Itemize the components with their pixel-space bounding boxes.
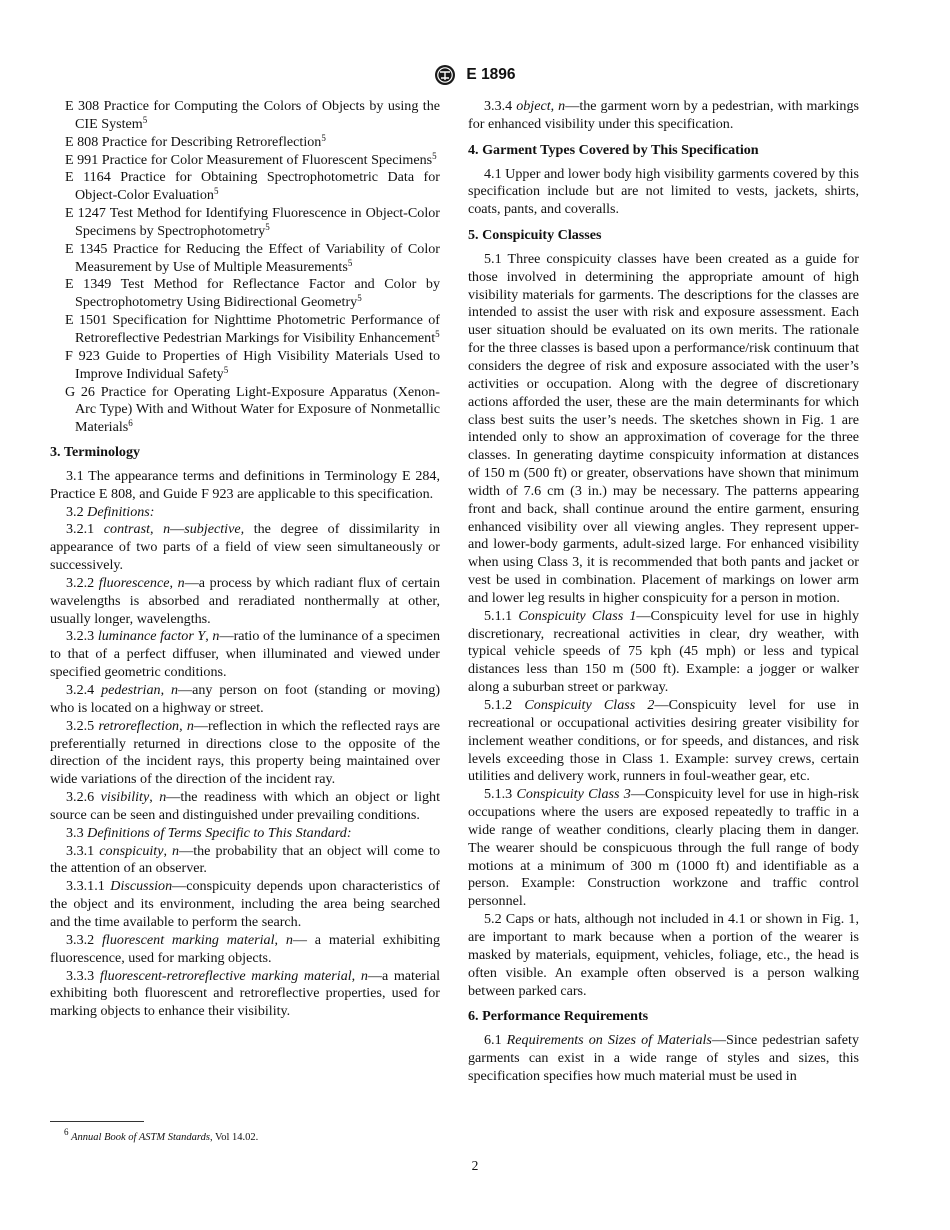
paragraph-5-1-2: 5.1.2 Conspicuity Class 2—Conspicuity level for use in recreational or occupational activities desiring greater visibility for inclement weather conditions, or for speeds, and distances, and risk levels exceeding those in Class 1. Example: survey crews, certain utilities and delivery work, runners in foul-weather gear, etc. bbox=[468, 697, 859, 785]
reference-item: E 808 Practice for Describing Retroreflection$^5$ bbox=[65, 132, 326, 150]
astm-logo-icon bbox=[434, 64, 456, 86]
paragraph-4-1: 4.1 Upper and lower body high visibility garments covered by this specification include but are not limited to vests, jackets, shirts, coats, pants, and coveralls. bbox=[468, 165, 859, 218]
right-column bbox=[468, 98, 859, 1086]
section-heading-conspicuity-classes: 5. Conspicuity Classes bbox=[468, 227, 602, 244]
definition-contrast: 3.2.1 contrast, n—subjective, the degree of dissimilarity in appearance of two parts of a field of view seen simultaneously or successively. bbox=[50, 521, 441, 574]
footnote-divider bbox=[50, 1121, 144, 1122]
paragraph-5-1: 5.1 Three conspicuity classes have been created as a guide for those involved in determining the appropriate amount of high visibility materials for garments. The descriptions for the classes are intended to assist the user with risk and exposure assessment. Each user situation should be evaluated on its own merits. The rationale for the three classes is based upon a performance/risk continuum that considers the degree of risk and exposure associated with the user’s activities or occupation. Along with the degree of discretionary actions afforded the user, these are the main determinants for which class best suits the user’s needs. The sketches shown in Fig. 1 are intended only to show an approximation of coverage for the three classes. In generating daytime conspicuity information at distances of 150 m (500 ft) or greater, observations have shown that minimum width of 7.6 cm (3 in.) may be necessary. The patterns appearing front and back, shall continue around the entire garment, ensuring enhanced visibility over all viewing angles. They represent upper-and lower-body garments, adult-sized large. For enhanced visibility when using Class 3, it is recommended that both pants and jacket or vest be used in combination. Placement of markings on lower arm and lower leg results in higher conspicuity for a person in motion. bbox=[468, 250, 859, 606]
paragraph-5-2: 5.2 Caps or hats, although not included in 4.1 or shown in Fig. 1, are important to mark because when a portion of the wearer is masked by materials, equipment, vehicles, foliage, etc., the head is often visible. An example often observed is a person walking between parked cars. bbox=[468, 911, 859, 999]
designation: E 1896 bbox=[466, 66, 516, 83]
reference-item: E 1345 Practice for Reducing the Effect of Variability of Color Measurement by Use of Multiple Measurements$^5$ bbox=[65, 240, 440, 275]
definition-fluorescent-marking-material: 3.3.2 fluorescent marking material, n— a material exhibiting fluorescence, used for marking objects. bbox=[50, 931, 440, 966]
left-column bbox=[50, 98, 440, 1021]
definition-retroreflection: 3.2.5 retroreflection, n—reflection in which the reflected rays are preferentially returned in directions close to the opposite of the direction of the incident rays, this property being maintained over wide variations of the direction of the incident ray. bbox=[50, 717, 441, 788]
section-heading-garment-types: 4. Garment Types Covered by This Specification bbox=[468, 141, 759, 158]
reference-item: E 991 Practice for Color Measurement of Fluorescent Specimens$^5$ bbox=[65, 150, 437, 168]
page-number: 2 bbox=[471, 1158, 479, 1173]
definition-fluorescence: 3.2.2 fluorescence, n—a process by which radiant flux of certain wavelengths is absorbed and reradiated nonthermally at other, usually longer, wavelengths. bbox=[50, 574, 440, 627]
definition-conspicuity: 3.3.1 conspicuity, n—the probability that an object will come to the attention of an observer. bbox=[50, 842, 440, 877]
definition-luminance-factor: 3.2.3 luminance factor Y, n—ratio of the luminance of a specimen to that of a perfect diffuser, when illuminated and viewed under specified geometric conditions. bbox=[50, 628, 440, 681]
reference-item: E 1349 Test Method for Reflectance Factor and Color by Spectrophotometry Using Bidirectional Geometry$^5$ bbox=[65, 276, 441, 311]
paragraph-3-1: 3.1 The appearance terms and definitions in Terminology E 284, Practice E 808, and Guide F 923 are applicable to this specification. bbox=[50, 467, 440, 502]
reference-item: E 308 Practice for Computing the Colors of Objects by using the CIE System$^5$ bbox=[65, 98, 440, 132]
paragraph-3-2: 3.2 Definitions: bbox=[66, 503, 155, 520]
definition-fluorescent-retroreflective-material: 3.3.3 fluorescent-retroreflective marking material, n—a material exhibiting both fluorescent and retroreflective properties, used for marking objects to enhance their visibility. bbox=[50, 967, 441, 1020]
definition-object: 3.3.4 object, n—the garment worn by a pedestrian, with markings for enhanced visibility under this specification. bbox=[468, 98, 860, 132]
paragraph-5-1-1: 5.1.1 Conspicuity Class 1—Conspicuity level for use in highly discretionary, recreational activities in clear, dry weather, with typical vehicle speeds of 75 kph (45 mph) or less and typical distances less than 150 m (500 ft). Example: a jogger or walker along a suburban street or parkway. bbox=[468, 607, 859, 696]
reference-item: E 1164 Practice for Obtaining Spectrophotometric Data for Object-Color Evaluation$^5$ bbox=[65, 169, 440, 204]
paragraph-3-3: 3.3 Definitions of Terms Specific to This Standard: bbox=[66, 824, 352, 841]
reference-item: G 26 Practice for Operating Light-Exposure Apparatus (Xenon-Arc Type) With and Without Water for Exposure of Nonmetallic Materials$^6$ bbox=[65, 383, 440, 436]
page-header bbox=[0, 64, 950, 86]
reference-item: E 1501 Specification for Nighttime Photometric Performance of Retroreflective Pedestrian Markings for Visibility Enhancement$^5$ bbox=[65, 312, 440, 346]
definition-pedestrian: 3.2.4 pedestrian, n—any person on foot (standing or moving) who is located on a highway or street. bbox=[50, 682, 441, 716]
reference-item: F 923 Guide to Properties of High Visibility Materials Used to Improve Individual Safety$^5$ bbox=[65, 347, 440, 382]
paragraph-6-1: 6.1 Requirements on Sizes of Materials—Since pedestrian safety garments can exist in a wide range of styles and sizes, this specification specifies how much material must be used in bbox=[468, 1032, 859, 1084]
discussion-conspicuity: 3.3.1.1 Discussion—conspicuity depends upon characteristics of the object and its environment, including the area being searched and the time available to perform the search. bbox=[50, 878, 441, 930]
footnote: $^6$ Annual Book of ASTM Standards, Vol 14.02. bbox=[64, 1127, 259, 1143]
definition-visibility: 3.2.6 visibility, n—the readiness with which an object or light source can be seen and distinguished under prevailing conditions. bbox=[50, 789, 441, 823]
paragraph-5-1-3: 5.1.3 Conspicuity Class 3—Conspicuity level for use in high-risk occupations where the users are exposed repeatedly to traffic in a wide range of weather conditions, clearly placing them in danger. The wearer should be conspicuous through the full range of body motions at a minimum of 300 m (1000 ft) and identifiable as a person. Example: Construction workzone and traffic control personnel. bbox=[468, 786, 859, 910]
section-heading-terminology: 3. Terminology bbox=[50, 444, 141, 461]
section-heading-performance-requirements: 6. Performance Requirements bbox=[468, 1008, 649, 1025]
reference-item: E 1247 Test Method for Identifying Fluorescence in Object-Color Specimens by Spectrophotometry$^5$ bbox=[65, 205, 440, 239]
